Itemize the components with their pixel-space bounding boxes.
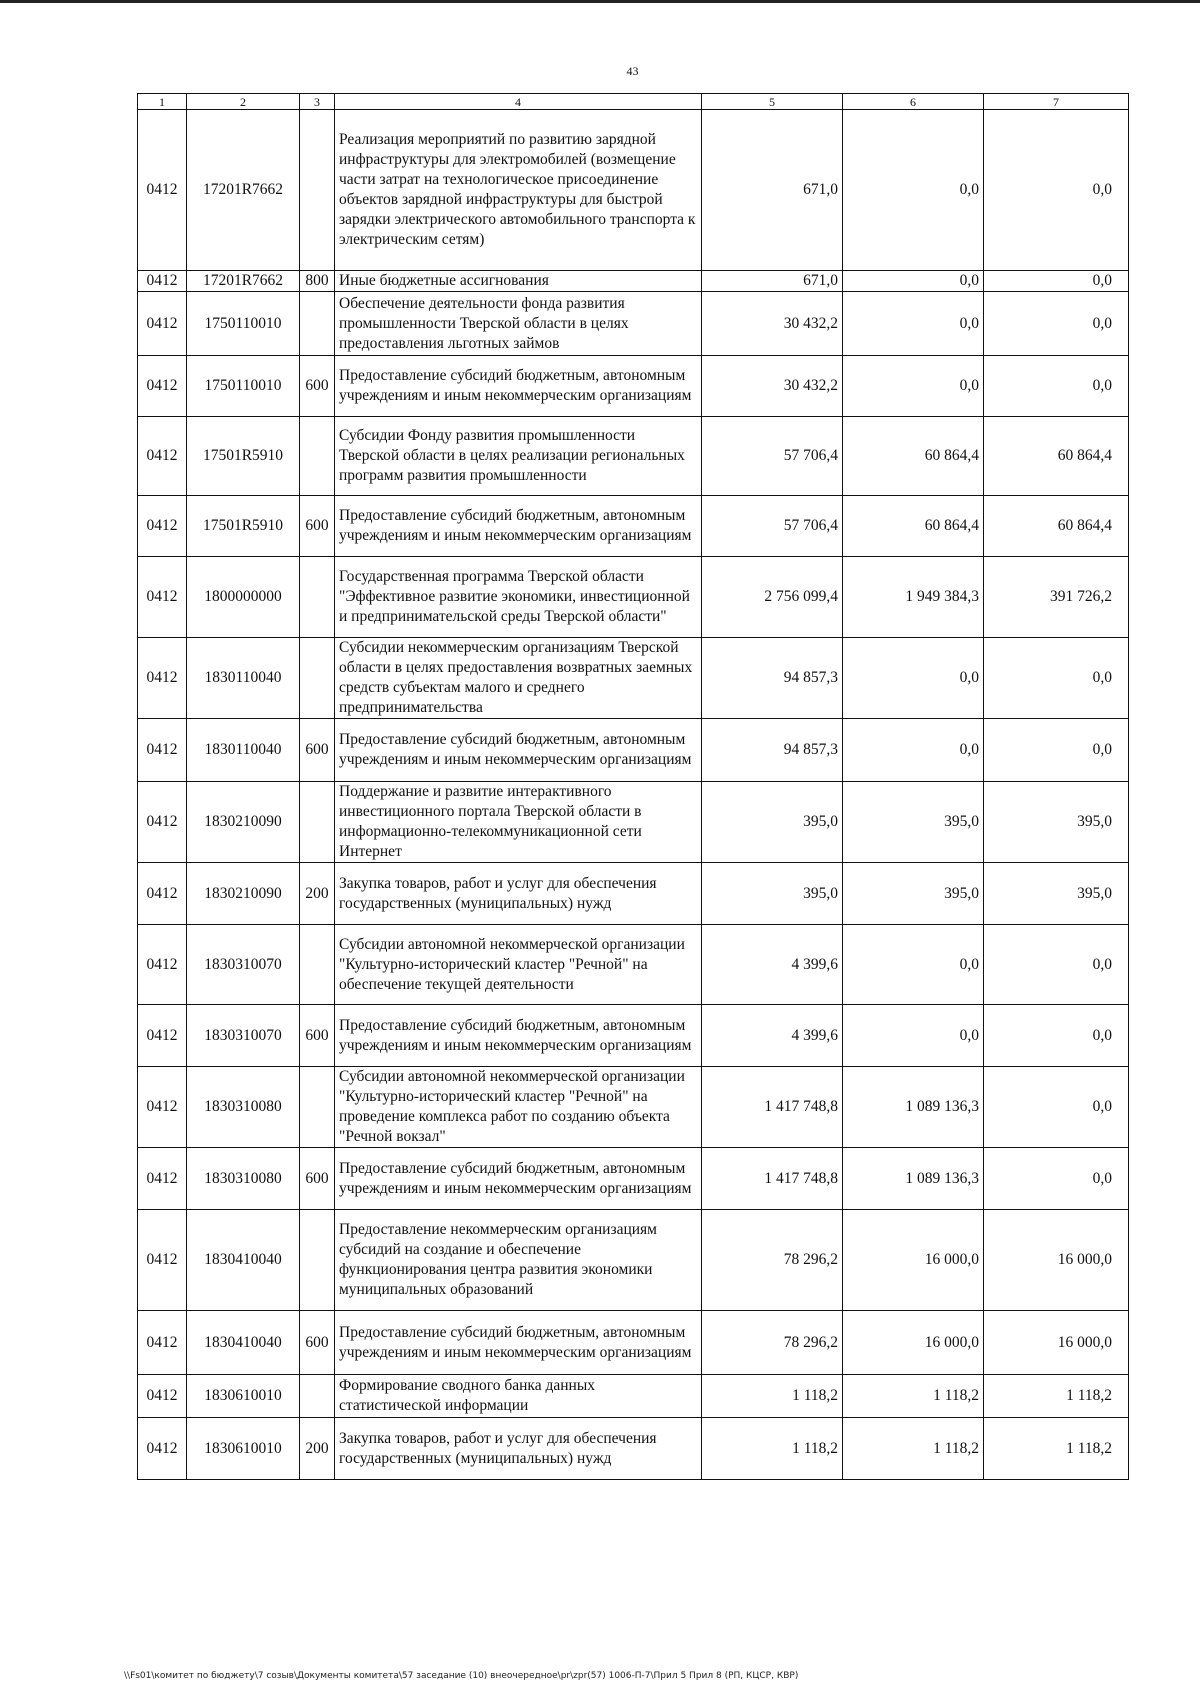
section-code-cell: 0412	[138, 1148, 187, 1210]
amount-year2-cell: 395,0	[843, 863, 984, 925]
section-code-cell: 0412	[138, 496, 187, 557]
target-article-code-cell: 1830310080	[187, 1067, 300, 1148]
amount-year2-cell: 0,0	[843, 925, 984, 1005]
amount-year3-cell: 0,0	[984, 719, 1129, 782]
target-article-code-cell: 1830410040	[187, 1311, 300, 1375]
expense-type-code-cell: 600	[300, 1005, 335, 1067]
table-row	[138, 1418, 1129, 1480]
section-code-cell: 0412	[138, 1210, 187, 1311]
amount-year2-cell: 1 118,2	[843, 1418, 984, 1480]
amount-year1-cell: 30 432,2	[702, 356, 843, 417]
amount-year2-cell: 0,0	[843, 356, 984, 417]
target-article-code-cell: 17501R5910	[187, 496, 300, 557]
amount-year3-cell: 395,0	[984, 782, 1129, 863]
amount-year3-cell: 0,0	[984, 925, 1129, 1005]
section-code-cell: 0412	[138, 356, 187, 417]
table-row	[138, 110, 1129, 271]
target-article-code-cell: 1800000000	[187, 557, 300, 638]
table-row	[138, 638, 1129, 719]
column-header: 6	[843, 94, 984, 110]
amount-year3-cell: 60 864,4	[984, 496, 1129, 557]
expense-name-cell: Предоставление субсидий бюджетным, автономным учреждениям и иным некоммерческим организациям	[335, 356, 702, 417]
amount-year1-cell: 4 399,6	[702, 1005, 843, 1067]
amount-year1-cell: 30 432,2	[702, 292, 843, 356]
section-code-cell: 0412	[138, 292, 187, 356]
target-article-code-cell: 17201R7662	[187, 110, 300, 271]
amount-year3-cell: 395,0	[984, 863, 1129, 925]
target-article-code-cell: 1830110040	[187, 719, 300, 782]
section-code-cell: 0412	[138, 719, 187, 782]
table-row	[138, 925, 1129, 1005]
target-article-code-cell: 17501R5910	[187, 417, 300, 496]
table-row	[138, 496, 1129, 557]
amount-year2-cell: 1 118,2	[843, 1375, 984, 1418]
amount-year1-cell: 1 118,2	[702, 1418, 843, 1480]
page-number: 43	[626, 64, 639, 78]
amount-year3-cell: 0,0	[984, 1005, 1129, 1067]
target-article-code-cell: 1750110010	[187, 292, 300, 356]
amount-year1-cell: 2 756 099,4	[702, 557, 843, 638]
table-row	[138, 1210, 1129, 1311]
column-header: 2	[187, 94, 300, 110]
amount-year1-cell: 395,0	[702, 863, 843, 925]
expense-name-cell: Предоставление субсидий бюджетным, автономным учреждениям и иным некоммерческим организациям	[335, 496, 702, 557]
section-code-cell: 0412	[138, 417, 187, 496]
target-article-code-cell: 1830110040	[187, 638, 300, 719]
amount-year1-cell: 57 706,4	[702, 496, 843, 557]
target-article-code-cell: 1830310080	[187, 1148, 300, 1210]
expense-type-code-cell	[300, 292, 335, 356]
table-row	[138, 719, 1129, 782]
expense-type-code-cell	[300, 925, 335, 1005]
expense-type-code-cell: 600	[300, 1311, 335, 1375]
expense-type-code-cell: 600	[300, 719, 335, 782]
table-row	[138, 356, 1129, 417]
expense-name-cell: Закупка товаров, работ и услуг для обеспечения государственных (муниципальных) нужд	[335, 1418, 702, 1480]
amount-year3-cell: 0,0	[984, 271, 1129, 292]
expense-type-code-cell	[300, 1375, 335, 1418]
expense-type-code-cell: 600	[300, 1148, 335, 1210]
table-header-row	[138, 94, 1129, 110]
expense-name-cell: Субсидии автономной некоммерческой организации "Культурно-исторический кластер "Речной" на обеспечение текущей деятельности	[335, 925, 702, 1005]
section-code-cell: 0412	[138, 1067, 187, 1148]
expense-name-cell: Субсидии некоммерческим организациям Тверской области в целях предоставления возвратных заемных средств субъектам малого и среднего предпринимательства	[335, 638, 702, 719]
expense-type-code-cell: 600	[300, 356, 335, 417]
budget-table	[137, 93, 1129, 1480]
table-row	[138, 782, 1129, 863]
amount-year1-cell: 94 857,3	[702, 638, 843, 719]
table-row	[138, 1067, 1129, 1148]
amount-year2-cell: 0,0	[843, 110, 984, 271]
table-row	[138, 1005, 1129, 1067]
target-article-code-cell: 1830310070	[187, 1005, 300, 1067]
column-header: 4	[335, 94, 702, 110]
column-header: 3	[300, 94, 335, 110]
amount-year1-cell: 78 296,2	[702, 1210, 843, 1311]
expense-name-cell: Реализация мероприятий по развитию зарядной инфраструктуры для электромобилей (возмещение части затрат на технологическое присоединение объектов зарядной инфраструктуры для быстрой зарядки электрического автомобильного транспорта к электрическим сетям)	[335, 110, 702, 271]
amount-year2-cell: 1 089 136,3	[843, 1067, 984, 1148]
section-code-cell: 0412	[138, 1375, 187, 1418]
table-body	[138, 110, 1129, 1480]
expense-name-cell: Государственная программа Тверской области "Эффективное развитие экономики, инвестиционной и предпринимательской среды Тверской области"	[335, 557, 702, 638]
amount-year2-cell: 0,0	[843, 719, 984, 782]
amount-year1-cell: 78 296,2	[702, 1311, 843, 1375]
expense-type-code-cell	[300, 1210, 335, 1311]
amount-year3-cell: 0,0	[984, 638, 1129, 719]
amount-year3-cell: 16 000,0	[984, 1311, 1129, 1375]
target-article-code-cell: 1830610010	[187, 1418, 300, 1480]
table-row	[138, 417, 1129, 496]
amount-year1-cell: 1 417 748,8	[702, 1148, 843, 1210]
expense-name-cell: Иные бюджетные ассигнования	[335, 271, 702, 292]
expense-name-cell: Предоставление субсидий бюджетным, автономным учреждениям и иным некоммерческим организациям	[335, 1005, 702, 1067]
expense-name-cell: Предоставление субсидий бюджетным, автономным учреждениям и иным некоммерческим организациям	[335, 1148, 702, 1210]
expense-name-cell: Поддержание и развитие интерактивного инвестиционного портала Тверской области в информационно-телекоммуникационной сети Интернет	[335, 782, 702, 863]
expense-name-cell: Предоставление субсидий бюджетным, автономным учреждениям и иным некоммерческим организациям	[335, 719, 702, 782]
expense-type-code-cell	[300, 110, 335, 271]
amount-year1-cell: 1 118,2	[702, 1375, 843, 1418]
section-code-cell: 0412	[138, 782, 187, 863]
target-article-code-cell: 1830210090	[187, 863, 300, 925]
section-code-cell: 0412	[138, 557, 187, 638]
expense-name-cell: Закупка товаров, работ и услуг для обеспечения государственных (муниципальных) нужд	[335, 863, 702, 925]
expense-name-cell: Субсидии автономной некоммерческой организации "Культурно-исторический кластер "Речной" на проведение комплекса работ по созданию объекта "Речной вокзал"	[335, 1067, 702, 1148]
column-header: 7	[984, 94, 1129, 110]
target-article-code-cell: 17201R7662	[187, 271, 300, 292]
expense-name-cell: Обеспечение деятельности фонда развития промышленности Тверской области в целях предоставления льготных займов	[335, 292, 702, 356]
target-article-code-cell: 1830610010	[187, 1375, 300, 1418]
amount-year2-cell: 60 864,4	[843, 417, 984, 496]
amount-year3-cell: 0,0	[984, 356, 1129, 417]
amount-year2-cell: 16 000,0	[843, 1311, 984, 1375]
expense-type-code-cell: 800	[300, 271, 335, 292]
amount-year1-cell: 395,0	[702, 782, 843, 863]
amount-year2-cell: 1 949 384,3	[843, 557, 984, 638]
expense-type-code-cell	[300, 557, 335, 638]
column-header: 1	[138, 94, 187, 110]
amount-year2-cell: 0,0	[843, 271, 984, 292]
table-row	[138, 1311, 1129, 1375]
amount-year3-cell: 1 118,2	[984, 1375, 1129, 1418]
target-article-code-cell: 1830310070	[187, 925, 300, 1005]
expense-type-code-cell	[300, 638, 335, 719]
amount-year3-cell: 60 864,4	[984, 417, 1129, 496]
amount-year2-cell: 0,0	[843, 638, 984, 719]
target-article-code-cell: 1830410040	[187, 1210, 300, 1311]
amount-year3-cell: 391 726,2	[984, 557, 1129, 638]
table-row	[138, 863, 1129, 925]
section-code-cell: 0412	[138, 925, 187, 1005]
expense-name-cell: Формирование сводного банка данных статистической информации	[335, 1375, 702, 1418]
table-row	[138, 1375, 1129, 1418]
table-row	[138, 271, 1129, 292]
amount-year2-cell: 16 000,0	[843, 1210, 984, 1311]
amount-year3-cell: 0,0	[984, 110, 1129, 271]
amount-year3-cell: 0,0	[984, 292, 1129, 356]
amount-year3-cell: 1 118,2	[984, 1418, 1129, 1480]
column-header: 5	[702, 94, 843, 110]
amount-year2-cell: 0,0	[843, 1005, 984, 1067]
amount-year1-cell: 671,0	[702, 110, 843, 271]
table-row	[138, 557, 1129, 638]
amount-year1-cell: 671,0	[702, 271, 843, 292]
expense-type-code-cell	[300, 1067, 335, 1148]
amount-year3-cell: 0,0	[984, 1067, 1129, 1148]
amount-year3-cell: 0,0	[984, 1148, 1129, 1210]
section-code-cell: 0412	[138, 863, 187, 925]
section-code-cell: 0412	[138, 110, 187, 271]
expense-name-cell: Субсидии Фонду развития промышленности Тверской области в целях реализации региональных программ развития промышленности	[335, 417, 702, 496]
amount-year1-cell: 4 399,6	[702, 925, 843, 1005]
section-code-cell: 0412	[138, 1418, 187, 1480]
table-row	[138, 292, 1129, 356]
section-code-cell: 0412	[138, 271, 187, 292]
section-code-cell: 0412	[138, 638, 187, 719]
expense-type-code-cell: 200	[300, 863, 335, 925]
expense-type-code-cell: 600	[300, 496, 335, 557]
amount-year1-cell: 57 706,4	[702, 417, 843, 496]
expense-type-code-cell	[300, 782, 335, 863]
expense-type-code-cell: 200	[300, 1418, 335, 1480]
section-code-cell: 0412	[138, 1005, 187, 1067]
section-code-cell: 0412	[138, 1311, 187, 1375]
scan-top-edge	[0, 0, 1200, 3]
expense-name-cell: Предоставление некоммерческим организациям субсидий на создание и обеспечение функционирования центра развития экономики муниципальных образований	[335, 1210, 702, 1311]
target-article-code-cell: 1750110010	[187, 356, 300, 417]
amount-year2-cell: 1 089 136,3	[843, 1148, 984, 1210]
amount-year1-cell: 94 857,3	[702, 719, 843, 782]
amount-year1-cell: 1 417 748,8	[702, 1067, 843, 1148]
amount-year2-cell: 0,0	[843, 292, 984, 356]
file-path-footer: \\Fs01\комитет по бюджету\7 созыв\Документы комитета\57 заседание (10) внеочередное\pr\zpr(57) 1006-П-7\Прил 5 Прил 8 (РП, КЦСР, КВР)	[124, 1671, 799, 1681]
expense-name-cell: Предоставление субсидий бюджетным, автономным учреждениям и иным некоммерческим организациям	[335, 1311, 702, 1375]
amount-year2-cell: 60 864,4	[843, 496, 984, 557]
table-row	[138, 1148, 1129, 1210]
amount-year2-cell: 395,0	[843, 782, 984, 863]
target-article-code-cell: 1830210090	[187, 782, 300, 863]
amount-year3-cell: 16 000,0	[984, 1210, 1129, 1311]
expense-type-code-cell	[300, 417, 335, 496]
